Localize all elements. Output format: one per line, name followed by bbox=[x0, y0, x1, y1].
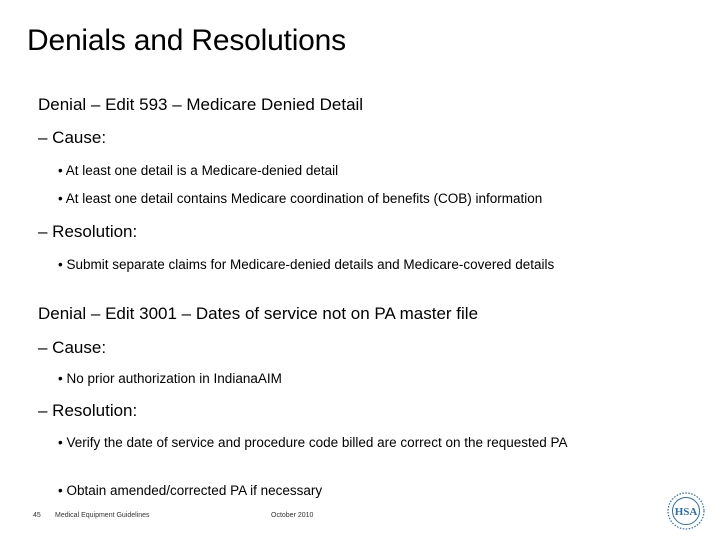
resolution-bullet: • Verify the date of service and procedure code billed are correct on the requested PA bbox=[58, 435, 568, 450]
resolution-bullet: • Obtain amended/corrected PA if necessary bbox=[58, 483, 323, 498]
resolution-label: – Resolution: bbox=[38, 222, 138, 241]
cause-bullet: • At least one detail contains Medicare coordination of benefits (COB) information bbox=[58, 191, 543, 206]
footer-subject: Medical Equipment Guidelines bbox=[55, 512, 150, 519]
cause-bullet: • At least one detail is a Medicare-denied detail bbox=[58, 163, 339, 178]
cause-label: – Cause: bbox=[38, 128, 107, 147]
logo-text: HSA bbox=[674, 506, 698, 518]
resolution-bullet: • Submit separate claims for Medicare-denied details and Medicare-covered details bbox=[58, 257, 555, 272]
slide-title: Denials and Resolutions bbox=[27, 24, 346, 57]
denial-heading-593: Denial – Edit 593 – Medicare Denied Detail bbox=[38, 95, 364, 114]
hsa-logo bbox=[666, 491, 706, 531]
cause-bullet: • No prior authorization in IndianaAIM bbox=[58, 371, 282, 386]
denial-heading-3001: Denial – Edit 3001 – Dates of service not on PA master file bbox=[38, 304, 479, 323]
hsa-seal-icon bbox=[666, 491, 706, 531]
cause-label: – Cause: bbox=[38, 338, 107, 357]
resolution-label: – Resolution: bbox=[38, 401, 138, 420]
page-number: 45 bbox=[33, 512, 41, 519]
footer-date: October 2010 bbox=[271, 512, 314, 519]
